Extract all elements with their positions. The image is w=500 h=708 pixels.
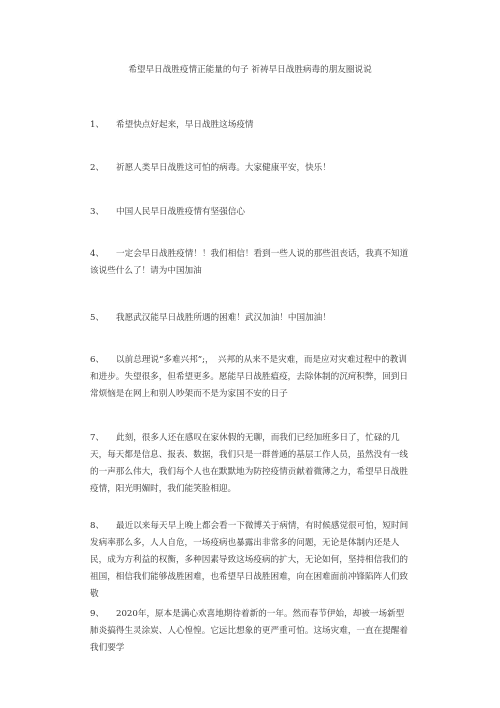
item-number: 8、 [90, 521, 105, 531]
item-text: 此刻，很多人还在感叹在家休假的无聊，而我们已经加班多日了，忙碌的几天，每天都是信息、报表、数据，我们只是一群普通的基层工作人员，虽然没有一线的一声那么伟大，我们每个人也在默默地为防控疫情贡献着微薄之力，希望早日战胜疫情，阳光明媚时，我们能笑脸相迎。 [90, 433, 408, 494]
item-text: 以前总理说“多难兴邦”;， 兴邦的从来不是灾难，而是应对灾难过程中的教训和进步。失望很多，但希望更多。愿能早日战胜瘟疫，去除体制的沉疴积弊，回到日常烦恼是在网上和别人吵架而不是为家国不安的日子 [90, 355, 408, 399]
list-item [90, 430, 412, 498]
list-item [90, 117, 412, 134]
list-item [90, 160, 412, 177]
list-item [90, 246, 412, 280]
item-number: 5、 [90, 313, 105, 323]
item-text: 一定会早日战胜疫情！！我们相信！看到一些人说的那些沮丧话，我真不知道该说些什么了！请为中国加油 [90, 249, 409, 276]
item-text: 我愿武汉能早日战胜所遇的困难！武汉加油！中国加油！ [116, 313, 331, 323]
list-item [90, 518, 412, 603]
item-number: 2、 [90, 163, 105, 173]
item-text: 中国人民早日战胜疫情有坚强信心 [116, 207, 245, 217]
item-number: 6、 [90, 355, 105, 365]
list-item [90, 606, 412, 657]
item-text: 祈愿人类早日战胜这可怕的病毒。大家健康平安，快乐！ [116, 163, 331, 173]
list-item [90, 310, 412, 327]
list-item [90, 352, 412, 403]
item-number: 4、 [90, 249, 105, 259]
item-text: 最近以来每天早上晚上都会看一下微博关于病情，有时候感觉很可怕，短时间发病率那么多，人人自危，一场疫病也暴露出非常多的问题，无论是体制内还是人民，成为方利益的权衡，多种因素导致这场疫病的扩大，无论如何，坚持相信我们的祖国，相信我们能够战胜困难，也希望早日战胜困难，向在困难面前冲锋陷阵人们致敬 [90, 521, 409, 599]
item-number: 1、 [90, 120, 105, 130]
item-number: 3、 [90, 207, 105, 217]
document-title: 希望早日战胜疫情正能量的句子 祈祷早日战胜病毒的朋友圈说说 [128, 65, 372, 75]
item-text: 希望快点好起来，早日战胜这场疫情 [116, 120, 254, 130]
item-text: 2020年，原本是满心欢喜地期待着新的一年。然而春节伊始，却被一场新型肺炎搞得生灵涂炭、人心惶惶。它远比想象的更严重可怕。这场灾难，一直在提醒着我们要学 [90, 609, 408, 653]
item-number: 7、 [90, 433, 105, 443]
item-number: 9、 [90, 609, 105, 619]
list-item [90, 204, 412, 221]
